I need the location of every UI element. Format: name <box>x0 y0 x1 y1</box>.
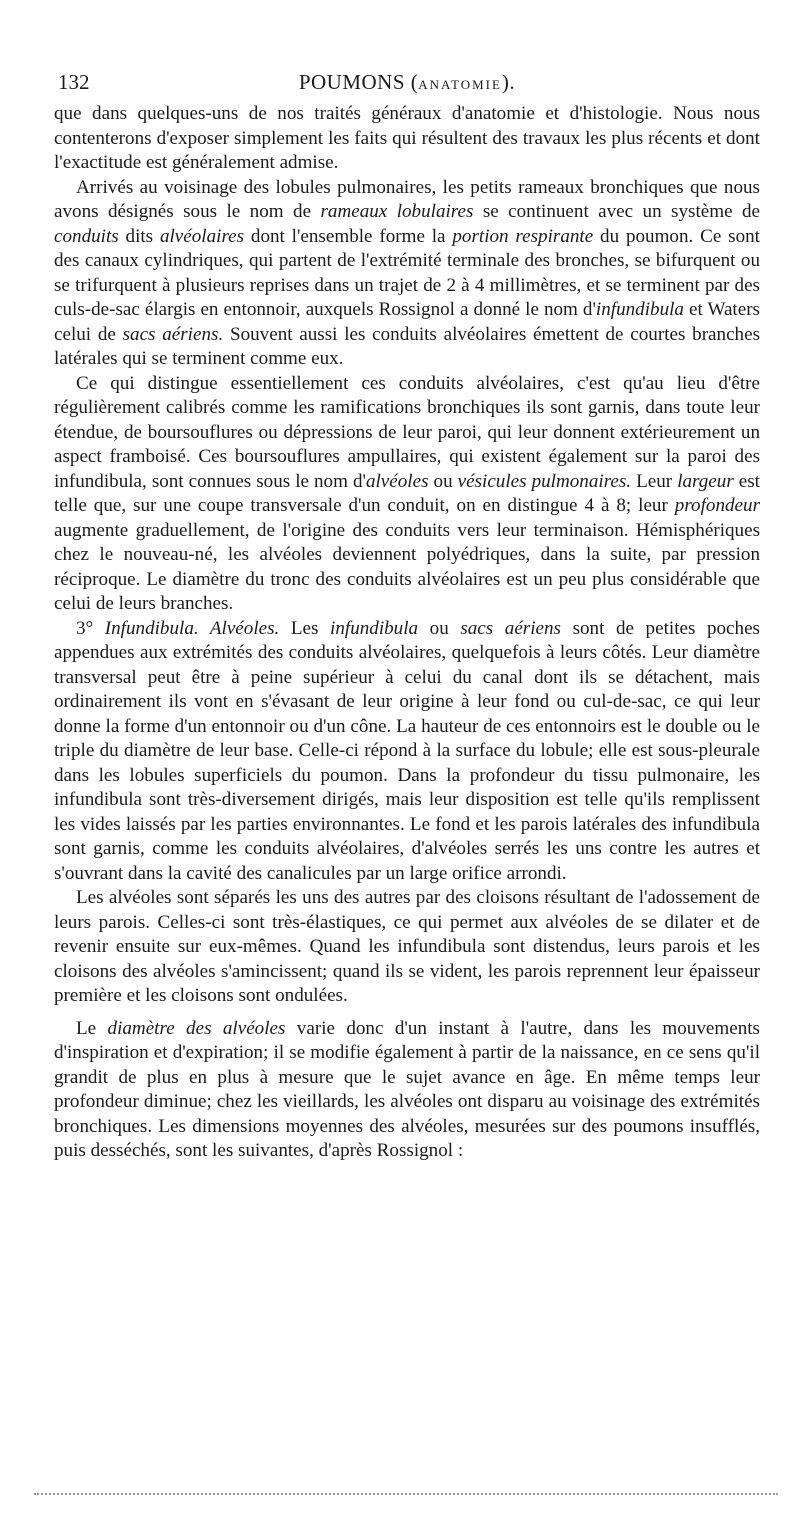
running-title-close: ). <box>501 70 516 94</box>
text-run: augmente graduellement, de l'origine des conduits vers leur terminaison. Hémisphériques chez le nouveau-né, les alvéoles deviennent polyédriques, dans la suite, par pression réciproque. Le diamètre du tronc des conduits alvéolaires est un peu plus considérable que celui de leurs branches. <box>54 519 760 614</box>
italic-term: alvéoles <box>365 470 429 492</box>
italic-term: sacs aériens <box>460 617 561 639</box>
text-run: du poumon. Ce sont des canaux cylindriques, qui partent de l'extrémité terminale des bronches, se bifurquent ou se trifurquent à plusieurs reprises dans un trajet de 2 à 4 millimètres, et se terminent par des culs-de-sac élargis en entonnoir, auxquels Rossignol a donné le nom d' <box>54 225 760 320</box>
italic-term: diamètre des alvéoles <box>107 1017 286 1039</box>
page-number: 132 <box>58 70 90 94</box>
italic-term: infundibula <box>595 299 684 320</box>
running-title <box>54 70 760 95</box>
text-run: que dans quelques-uns de nos traités généraux d'anatomie et d'histologie. Nous nous contenterons d'exposer simplement les faits qui résultent des travaux les plus récents et dont l'exactitude est généralement admise. <box>54 103 760 173</box>
text-run: ou <box>418 617 461 639</box>
running-title-open: ( <box>410 70 419 94</box>
text-run: et Waters celui de <box>54 299 760 345</box>
italic-term: largeur <box>677 470 734 492</box>
italic-term: sacs aériens. <box>122 323 224 345</box>
text-run: ou <box>428 470 458 492</box>
text-run: Arrivés au voisinage des lobules pulmonaires, les petits rameaux bronchiques que nous avons désignés sous le nom de <box>54 176 760 222</box>
text-run: Leur <box>631 470 678 492</box>
italic-term: infundibula <box>330 617 419 639</box>
paragraph <box>54 372 760 617</box>
italic-term: alvéolaires <box>159 225 245 247</box>
paragraph <box>54 617 760 887</box>
running-title-sub: ANATOMIE <box>418 77 502 92</box>
paragraph <box>54 102 760 176</box>
body-text <box>54 102 760 1164</box>
text-run: dont l'ensemble forme la <box>244 225 453 247</box>
text-run: Ce qui distingue essentiellement ces conduits alvéolaires, c'est qu'au lieu d'être régulièrement calibrés comme les ramifications bronchiques ils sont garnis, dans toute leur étendue, de boursouflures ou dépressions de leur paroi, qui leur donnent extérieurement un aspect framboisé. Ces boursouflures ampullaires, qui existent également sur la paroi des infundibula, sont connues sous le nom d' <box>54 372 760 492</box>
text-run: Souvent aussi les conduits alvéolaires émettent de courtes branches latérales qui se terminent comme eux. <box>54 323 760 369</box>
text-run: varie donc d'un instant à l'autre, dans les mouvements d'inspiration et d'expiration; il se modifie également à partir de la naissance, en ce sens qu'il grandit de plus en plus à mesure que le sujet avance en âge. En même temps leur profondeur diminue; chez les vieillards, les alvéoles ont disparu au voisinage des extrémités bronchiques. Les dimensions moyennes des alvéoles, mesurées sur des poumons insufflés, puis desséchés, sont les suivantes, d'après Rossignol : <box>54 1017 760 1161</box>
italic-term: Infundibula. Alvéoles. <box>104 617 280 639</box>
text-run: est telle que, sur une coupe transversale d'un conduit, on en distingue 4 à 8; leur <box>54 470 760 516</box>
running-header <box>54 70 760 102</box>
text-run: 3° <box>76 617 105 639</box>
italic-term: conduits <box>54 225 119 247</box>
running-title-main: POUMONS <box>298 70 406 94</box>
italic-term: profondeur <box>674 495 760 516</box>
italic-term: vésicules pulmonaires. <box>457 470 632 492</box>
paragraph <box>54 1017 760 1164</box>
italic-term: portion respirante <box>452 225 594 247</box>
text-run: dits <box>118 225 160 247</box>
italic-term: rameaux lobulaires <box>320 201 474 222</box>
footer-dotted-rule <box>34 1493 778 1495</box>
text-run: Les <box>279 617 331 639</box>
text-run: Les alvéoles sont séparés les uns des autres par des cloisons résultant de l'adossement de leurs parois. Celles-ci sont très-élastiques, ce qui permet aux alvéoles de se dilater et de revenir ensuite sur eux-mêmes. Quand les infundibula sont distendus, leurs parois et les cloisons des alvéoles s'amincissent; quand ils se vident, les parois reprennent leur épaisseur première et les cloisons sont ondulées. <box>54 887 760 1006</box>
text-run: Le <box>76 1017 108 1039</box>
text-run: se continuent avec un système de <box>473 201 760 222</box>
paragraph <box>54 176 760 372</box>
paragraph <box>54 886 760 1009</box>
text-run: sont de petites poches appendues aux extrémités des conduits alvéolaires, quelquefois à leurs côtés. Leur diamètre transversal peut être à peine supérieur à celui du canal dont ils se détachent, mais ordinairement ils vont en s'évasant de leur origine à leur fond ou cul-de-sac, ce qui leur donne la forme d'un entonnoir ou d'un cône. La hauteur de ces entonnoirs est le double ou le triple du diamètre de leur base. Celle-ci répond à la surface du lobule; elle est sous-pleurale dans les lobules superficiels du poumon. Dans la profondeur du tissu pulmonaire, les infundibula sont très-diversement dirigés, mais leur disposition est telle qu'ils remplissent les vides laissés par les parties environnantes. Le fond et les parois latérales des infundibula sont garnis, comme les conduits alvéolaires, d'alvéoles serrés les uns contre les autres et s'ouvrant dans la cavité des canalicules par un large orifice arrondi. <box>54 617 760 884</box>
